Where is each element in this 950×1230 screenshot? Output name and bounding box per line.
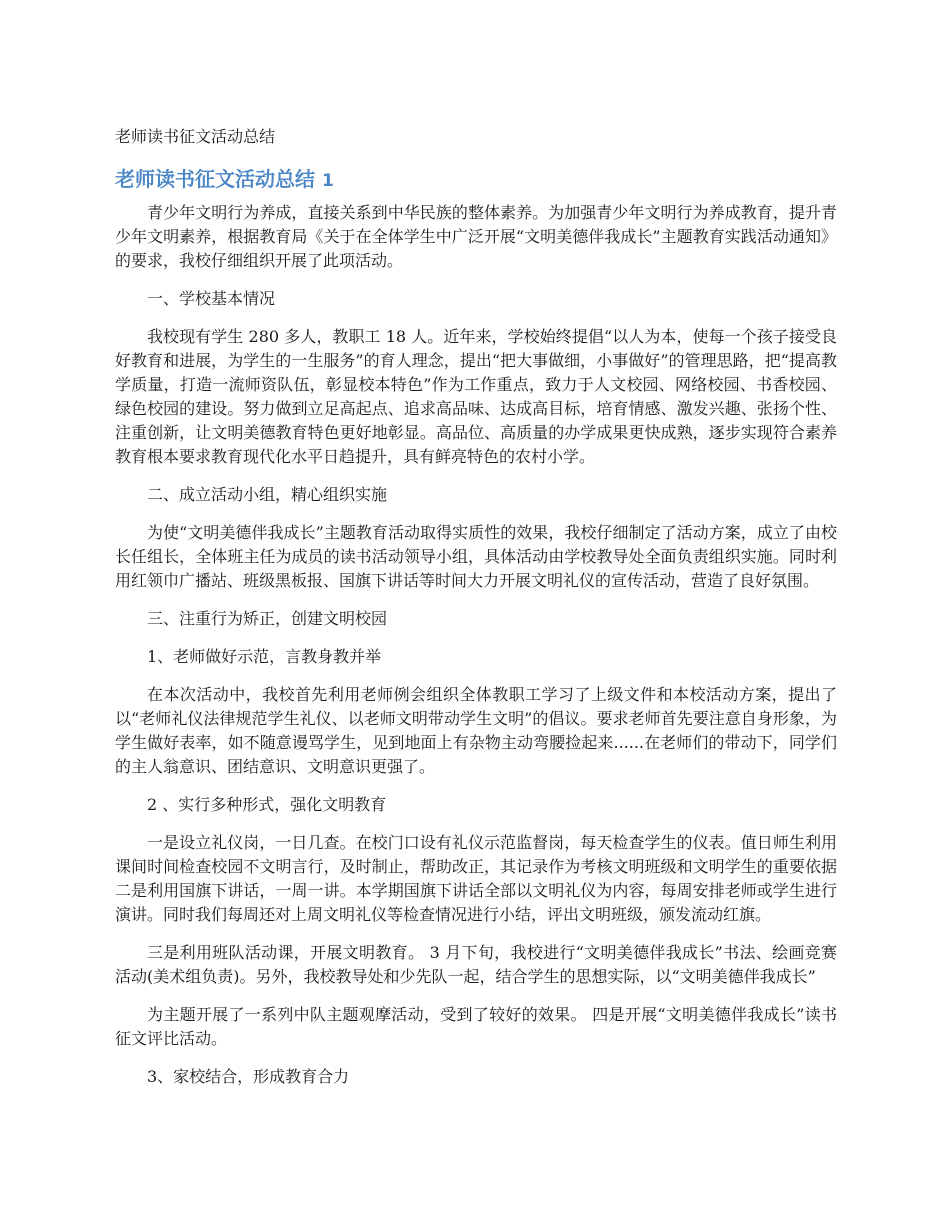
paragraph: 一是设立礼仪岗，一日几查。在校门口设有礼仪示范监督岗，每天检查学生的仪表。值日师生利用课间时间检查校园不文明言行，及时制止，帮助改正，其记录作为考核文明班级和文明学生的重要依据 二是利用国旗下讲话，一周一讲。本学期国旗下讲话全部以文明礼仪为内容，每周安排老师或学生进行演讲。同时我们每周还对上周文明礼仪等检查情况进行小结，评出文明班级，颁发流动红旗。 <box>115 833 837 924</box>
paragraph: 青少年文明行为养成，直接关系到中华民族的整体素养。为加强青少年文明行为养成教育，提升青少年文明素养，根据教育局《关于在全体学生中广泛开展“文明美德伴我成长”主题教育实践活动通知》的要求，我校仔细组织开展了此项活动。 <box>115 203 837 270</box>
paragraph: 我校现有学生 280 多人，教职工 18 人。近年来，学校始终提倡“以人为本，使每一个孩子接受良好教育和进展，为学生的一生服务”的育人理念，提出“把大事做细，小事做好”的管理思路，把“提高教学质量，打造一流师资队伍，彰显校本特色”作为工作重点，致力于人文校园、网络校园、书香校园、绿色校园的建设。努力做到立足高起点、追求高品味、达成高目标，培育情感、激发兴趣、张扬个性、注重创新，让文明美德教育特色更好地彰显。高品位、高质量的办学成果更快成熟，逐步实现符合素养教育根本要求教育现代化水平日趋提升，具有鲜亮特色的农村小学。 <box>115 327 837 466</box>
body-text <box>115 201 837 1103</box>
section-subheading: 2 、实行多种形式，强化文明教育 <box>147 795 387 814</box>
document-title: 老师读书征文活动总结 <box>115 127 276 146</box>
section-subheading: 1、老师做好示范，言教身教并举 <box>147 647 382 666</box>
section-subheading: 一、学校基本情况 <box>147 289 276 308</box>
paragraph: 三是利用班队活动课，开展文明教育。 3 月下旬，我校进行“文明美德伴我成长”书法、绘画竞赛活动(美术组负责)。另外，我校教导处和少先队一起，结合学生的思想实际，以“文明美德伴我成长” <box>115 943 837 986</box>
section-heading-number: 1 <box>321 171 334 191</box>
section-heading <box>115 164 334 196</box>
section-subheading: 三、注重行为矫正，创建文明校园 <box>147 609 388 628</box>
section-heading-text: 老师读书征文活动总结 <box>115 167 315 191</box>
section-subheading: 3、家校结合，形成教育合力 <box>147 1067 350 1086</box>
section-subheading: 二、成立活动小组，精心组织实施 <box>147 485 388 504</box>
paragraph: 在本次活动中，我校首先利用老师例会组织全体教职工学习了上级文件和本校活动方案，提出了以“老师礼仪法律规范学生礼仪、以老师文明带动学生文明”的倡议。要求老师首先要注意自身形象，为学生做好表率，如不随意谩骂学生，见到地面上有杂物主动弯腰捡起来......在老师们的带动下，同学们的主人翁意识、团结意识、文明意识更强了。 <box>115 685 837 776</box>
paragraph: 为使“文明美德伴我成长”主题教育活动取得实质性的效果，我校仔细制定了活动方案，成立了由校长任组长，全体班主任为成员的读书活动领导小组，具体活动由学校教导处全面负责组织实施。同时利用红领巾广播站、班级黑板报、国旗下讲话等时间大力开展文明礼仪的宣传活动，营造了良好氛围。 <box>115 523 837 590</box>
paragraph: 为主题开展了一系列中队主题观摩活动，受到了较好的效果。 四是开展“文明美德伴我成长”读书征文评比活动。 <box>115 1005 837 1048</box>
